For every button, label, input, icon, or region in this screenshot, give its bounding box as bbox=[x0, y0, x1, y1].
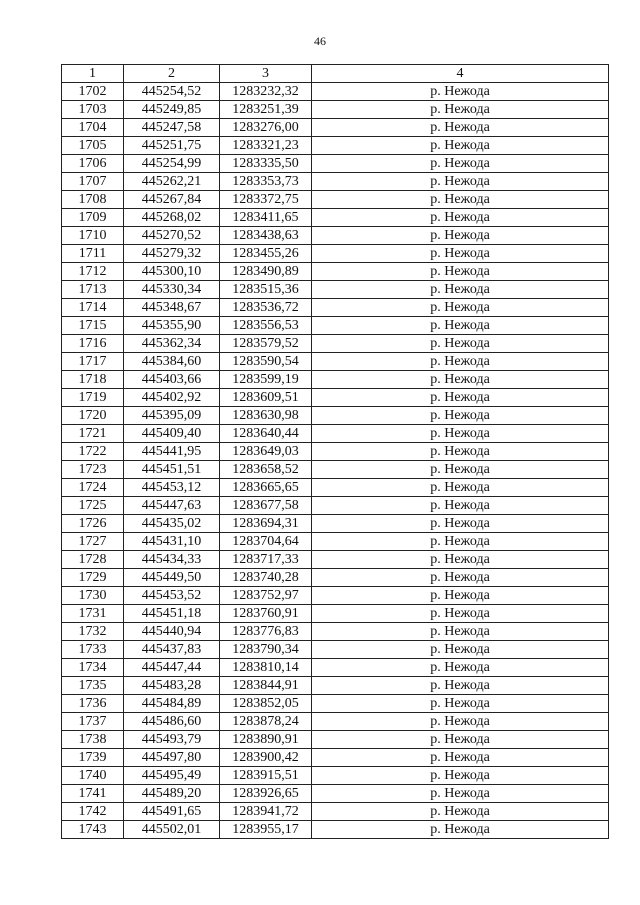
description-cell: р. Нежода bbox=[312, 821, 609, 839]
y-coordinate-cell: 1283915,51 bbox=[220, 767, 312, 785]
description-cell: р. Нежода bbox=[312, 101, 609, 119]
table-row bbox=[62, 101, 609, 119]
description-cell: р. Нежода bbox=[312, 335, 609, 353]
point-number-cell: 1705 bbox=[62, 137, 124, 155]
table-row bbox=[62, 695, 609, 713]
table-row bbox=[62, 263, 609, 281]
description-cell: р. Нежода bbox=[312, 533, 609, 551]
table-row bbox=[62, 731, 609, 749]
x-coordinate-cell: 445451,51 bbox=[124, 461, 220, 479]
point-number-cell: 1726 bbox=[62, 515, 124, 533]
point-number-cell: 1707 bbox=[62, 173, 124, 191]
y-coordinate-cell: 1283630,98 bbox=[220, 407, 312, 425]
table-row bbox=[62, 191, 609, 209]
point-number-cell: 1735 bbox=[62, 677, 124, 695]
x-coordinate-cell: 445449,50 bbox=[124, 569, 220, 587]
y-coordinate-cell: 1283411,65 bbox=[220, 209, 312, 227]
x-coordinate-cell: 445447,63 bbox=[124, 497, 220, 515]
description-cell: р. Нежода bbox=[312, 317, 609, 335]
x-coordinate-cell: 445453,52 bbox=[124, 587, 220, 605]
point-number-cell: 1736 bbox=[62, 695, 124, 713]
point-number-cell: 1720 bbox=[62, 407, 124, 425]
y-coordinate-cell: 1283579,52 bbox=[220, 335, 312, 353]
y-coordinate-cell: 1283844,91 bbox=[220, 677, 312, 695]
table-row bbox=[62, 317, 609, 335]
table-header-row bbox=[62, 65, 609, 83]
description-cell: р. Нежода bbox=[312, 83, 609, 101]
table-row bbox=[62, 245, 609, 263]
table-row bbox=[62, 821, 609, 839]
table-row bbox=[62, 587, 609, 605]
table-row bbox=[62, 227, 609, 245]
point-number-cell: 1706 bbox=[62, 155, 124, 173]
y-coordinate-cell: 1283599,19 bbox=[220, 371, 312, 389]
description-cell: р. Нежода bbox=[312, 137, 609, 155]
x-coordinate-cell: 445402,92 bbox=[124, 389, 220, 407]
y-coordinate-cell: 1283609,51 bbox=[220, 389, 312, 407]
column-header-3: 3 bbox=[220, 65, 312, 83]
y-coordinate-cell: 1283658,52 bbox=[220, 461, 312, 479]
y-coordinate-cell: 1283717,33 bbox=[220, 551, 312, 569]
table-row bbox=[62, 569, 609, 587]
x-coordinate-cell: 445502,01 bbox=[124, 821, 220, 839]
description-cell: р. Нежода bbox=[312, 623, 609, 641]
point-number-cell: 1704 bbox=[62, 119, 124, 137]
x-coordinate-cell: 445247,58 bbox=[124, 119, 220, 137]
description-cell: р. Нежода bbox=[312, 785, 609, 803]
table-row bbox=[62, 659, 609, 677]
table-row bbox=[62, 119, 609, 137]
description-cell: р. Нежода bbox=[312, 281, 609, 299]
point-number-cell: 1717 bbox=[62, 353, 124, 371]
x-coordinate-cell: 445497,80 bbox=[124, 749, 220, 767]
table-row bbox=[62, 353, 609, 371]
y-coordinate-cell: 1283878,24 bbox=[220, 713, 312, 731]
point-number-cell: 1724 bbox=[62, 479, 124, 497]
point-number-cell: 1738 bbox=[62, 731, 124, 749]
table-row bbox=[62, 749, 609, 767]
x-coordinate-cell: 445403,66 bbox=[124, 371, 220, 389]
point-number-cell: 1731 bbox=[62, 605, 124, 623]
table-row bbox=[62, 425, 609, 443]
description-cell: р. Нежода bbox=[312, 605, 609, 623]
description-cell: р. Нежода bbox=[312, 425, 609, 443]
y-coordinate-cell: 1283515,36 bbox=[220, 281, 312, 299]
description-cell: р. Нежода bbox=[312, 587, 609, 605]
x-coordinate-cell: 445441,95 bbox=[124, 443, 220, 461]
x-coordinate-cell: 445431,10 bbox=[124, 533, 220, 551]
column-header-2: 2 bbox=[124, 65, 220, 83]
point-number-cell: 1739 bbox=[62, 749, 124, 767]
point-number-cell: 1741 bbox=[62, 785, 124, 803]
table-row bbox=[62, 803, 609, 821]
x-coordinate-cell: 445493,79 bbox=[124, 731, 220, 749]
x-coordinate-cell: 445362,34 bbox=[124, 335, 220, 353]
point-number-cell: 1718 bbox=[62, 371, 124, 389]
point-number-cell: 1733 bbox=[62, 641, 124, 659]
point-number-cell: 1711 bbox=[62, 245, 124, 263]
point-number-cell: 1742 bbox=[62, 803, 124, 821]
x-coordinate-cell: 445451,18 bbox=[124, 605, 220, 623]
table-row bbox=[62, 83, 609, 101]
y-coordinate-cell: 1283321,23 bbox=[220, 137, 312, 155]
description-cell: р. Нежода bbox=[312, 803, 609, 821]
x-coordinate-cell: 445254,99 bbox=[124, 155, 220, 173]
point-number-cell: 1734 bbox=[62, 659, 124, 677]
x-coordinate-cell: 445489,20 bbox=[124, 785, 220, 803]
description-cell: р. Нежода bbox=[312, 191, 609, 209]
y-coordinate-cell: 1283941,72 bbox=[220, 803, 312, 821]
point-number-cell: 1723 bbox=[62, 461, 124, 479]
x-coordinate-cell: 445483,28 bbox=[124, 677, 220, 695]
point-number-cell: 1729 bbox=[62, 569, 124, 587]
table-row bbox=[62, 551, 609, 569]
table-row bbox=[62, 335, 609, 353]
description-cell: р. Нежода bbox=[312, 209, 609, 227]
description-cell: р. Нежода bbox=[312, 479, 609, 497]
point-number-cell: 1702 bbox=[62, 83, 124, 101]
table-row bbox=[62, 209, 609, 227]
description-cell: р. Нежода bbox=[312, 371, 609, 389]
point-number-cell: 1721 bbox=[62, 425, 124, 443]
table-row bbox=[62, 299, 609, 317]
description-cell: р. Нежода bbox=[312, 659, 609, 677]
point-number-cell: 1715 bbox=[62, 317, 124, 335]
description-cell: р. Нежода bbox=[312, 461, 609, 479]
x-coordinate-cell: 445348,67 bbox=[124, 299, 220, 317]
y-coordinate-cell: 1283900,42 bbox=[220, 749, 312, 767]
description-cell: р. Нежода bbox=[312, 299, 609, 317]
table-row bbox=[62, 515, 609, 533]
y-coordinate-cell: 1283752,97 bbox=[220, 587, 312, 605]
x-coordinate-cell: 445447,44 bbox=[124, 659, 220, 677]
y-coordinate-cell: 1283556,53 bbox=[220, 317, 312, 335]
y-coordinate-cell: 1283590,54 bbox=[220, 353, 312, 371]
table-row bbox=[62, 713, 609, 731]
x-coordinate-cell: 445491,65 bbox=[124, 803, 220, 821]
point-number-cell: 1737 bbox=[62, 713, 124, 731]
point-number-cell: 1716 bbox=[62, 335, 124, 353]
description-cell: р. Нежода bbox=[312, 389, 609, 407]
y-coordinate-cell: 1283536,72 bbox=[220, 299, 312, 317]
point-number-cell: 1719 bbox=[62, 389, 124, 407]
x-coordinate-cell: 445268,02 bbox=[124, 209, 220, 227]
x-coordinate-cell: 445254,52 bbox=[124, 83, 220, 101]
x-coordinate-cell: 445495,49 bbox=[124, 767, 220, 785]
point-number-cell: 1703 bbox=[62, 101, 124, 119]
y-coordinate-cell: 1283926,65 bbox=[220, 785, 312, 803]
table-row bbox=[62, 407, 609, 425]
table-row bbox=[62, 785, 609, 803]
x-coordinate-cell: 445270,52 bbox=[124, 227, 220, 245]
point-number-cell: 1712 bbox=[62, 263, 124, 281]
x-coordinate-cell: 445486,60 bbox=[124, 713, 220, 731]
table-row bbox=[62, 479, 609, 497]
y-coordinate-cell: 1283372,75 bbox=[220, 191, 312, 209]
x-coordinate-cell: 445355,90 bbox=[124, 317, 220, 335]
y-coordinate-cell: 1283251,39 bbox=[220, 101, 312, 119]
table-row bbox=[62, 605, 609, 623]
table-row bbox=[62, 389, 609, 407]
x-coordinate-cell: 445484,89 bbox=[124, 695, 220, 713]
x-coordinate-cell: 445437,83 bbox=[124, 641, 220, 659]
x-coordinate-cell: 445384,60 bbox=[124, 353, 220, 371]
x-coordinate-cell: 445300,10 bbox=[124, 263, 220, 281]
y-coordinate-cell: 1283852,05 bbox=[220, 695, 312, 713]
point-number-cell: 1727 bbox=[62, 533, 124, 551]
y-coordinate-cell: 1283740,28 bbox=[220, 569, 312, 587]
point-number-cell: 1732 bbox=[62, 623, 124, 641]
table-row bbox=[62, 497, 609, 515]
y-coordinate-cell: 1283640,44 bbox=[220, 425, 312, 443]
description-cell: р. Нежода bbox=[312, 641, 609, 659]
y-coordinate-cell: 1283694,31 bbox=[220, 515, 312, 533]
table-row bbox=[62, 173, 609, 191]
y-coordinate-cell: 1283276,00 bbox=[220, 119, 312, 137]
table-row bbox=[62, 533, 609, 551]
description-cell: р. Нежода bbox=[312, 497, 609, 515]
point-number-cell: 1714 bbox=[62, 299, 124, 317]
y-coordinate-cell: 1283438,63 bbox=[220, 227, 312, 245]
point-number-cell: 1710 bbox=[62, 227, 124, 245]
x-coordinate-cell: 445435,02 bbox=[124, 515, 220, 533]
column-header-4: 4 bbox=[312, 65, 609, 83]
y-coordinate-cell: 1283790,34 bbox=[220, 641, 312, 659]
coordinates-table bbox=[61, 64, 609, 839]
description-cell: р. Нежода bbox=[312, 677, 609, 695]
table-row bbox=[62, 641, 609, 659]
table-row bbox=[62, 281, 609, 299]
column-header-1: 1 bbox=[62, 65, 124, 83]
x-coordinate-cell: 445249,85 bbox=[124, 101, 220, 119]
description-cell: р. Нежода bbox=[312, 407, 609, 425]
table-row bbox=[62, 371, 609, 389]
description-cell: р. Нежода bbox=[312, 569, 609, 587]
x-coordinate-cell: 445262,21 bbox=[124, 173, 220, 191]
description-cell: р. Нежода bbox=[312, 767, 609, 785]
x-coordinate-cell: 445279,32 bbox=[124, 245, 220, 263]
y-coordinate-cell: 1283760,91 bbox=[220, 605, 312, 623]
table-row bbox=[62, 155, 609, 173]
x-coordinate-cell: 445330,34 bbox=[124, 281, 220, 299]
y-coordinate-cell: 1283677,58 bbox=[220, 497, 312, 515]
y-coordinate-cell: 1283810,14 bbox=[220, 659, 312, 677]
x-coordinate-cell: 445395,09 bbox=[124, 407, 220, 425]
description-cell: р. Нежода bbox=[312, 731, 609, 749]
description-cell: р. Нежода bbox=[312, 227, 609, 245]
x-coordinate-cell: 445409,40 bbox=[124, 425, 220, 443]
y-coordinate-cell: 1283649,03 bbox=[220, 443, 312, 461]
description-cell: р. Нежода bbox=[312, 353, 609, 371]
description-cell: р. Нежода bbox=[312, 551, 609, 569]
point-number-cell: 1743 bbox=[62, 821, 124, 839]
description-cell: р. Нежода bbox=[312, 245, 609, 263]
point-number-cell: 1728 bbox=[62, 551, 124, 569]
y-coordinate-cell: 1283232,32 bbox=[220, 83, 312, 101]
description-cell: р. Нежода bbox=[312, 749, 609, 767]
point-number-cell: 1722 bbox=[62, 443, 124, 461]
x-coordinate-cell: 445251,75 bbox=[124, 137, 220, 155]
y-coordinate-cell: 1283490,89 bbox=[220, 263, 312, 281]
description-cell: р. Нежода bbox=[312, 713, 609, 731]
table-row bbox=[62, 767, 609, 785]
description-cell: р. Нежода bbox=[312, 173, 609, 191]
y-coordinate-cell: 1283353,73 bbox=[220, 173, 312, 191]
table-row bbox=[62, 677, 609, 695]
y-coordinate-cell: 1283455,26 bbox=[220, 245, 312, 263]
description-cell: р. Нежода bbox=[312, 695, 609, 713]
table-body bbox=[62, 83, 609, 839]
y-coordinate-cell: 1283704,64 bbox=[220, 533, 312, 551]
x-coordinate-cell: 445453,12 bbox=[124, 479, 220, 497]
x-coordinate-cell: 445440,94 bbox=[124, 623, 220, 641]
y-coordinate-cell: 1283665,65 bbox=[220, 479, 312, 497]
x-coordinate-cell: 445434,33 bbox=[124, 551, 220, 569]
table-row bbox=[62, 443, 609, 461]
y-coordinate-cell: 1283335,50 bbox=[220, 155, 312, 173]
table-row bbox=[62, 137, 609, 155]
y-coordinate-cell: 1283890,91 bbox=[220, 731, 312, 749]
y-coordinate-cell: 1283955,17 bbox=[220, 821, 312, 839]
description-cell: р. Нежода bbox=[312, 119, 609, 137]
description-cell: р. Нежода bbox=[312, 443, 609, 461]
description-cell: р. Нежода bbox=[312, 515, 609, 533]
description-cell: р. Нежода bbox=[312, 155, 609, 173]
y-coordinate-cell: 1283776,83 bbox=[220, 623, 312, 641]
point-number-cell: 1725 bbox=[62, 497, 124, 515]
point-number-cell: 1713 bbox=[62, 281, 124, 299]
page-number: 46 bbox=[314, 34, 326, 48]
x-coordinate-cell: 445267,84 bbox=[124, 191, 220, 209]
table-row bbox=[62, 623, 609, 641]
point-number-cell: 1709 bbox=[62, 209, 124, 227]
point-number-cell: 1730 bbox=[62, 587, 124, 605]
table-row bbox=[62, 461, 609, 479]
description-cell: р. Нежода bbox=[312, 263, 609, 281]
point-number-cell: 1740 bbox=[62, 767, 124, 785]
point-number-cell: 1708 bbox=[62, 191, 124, 209]
